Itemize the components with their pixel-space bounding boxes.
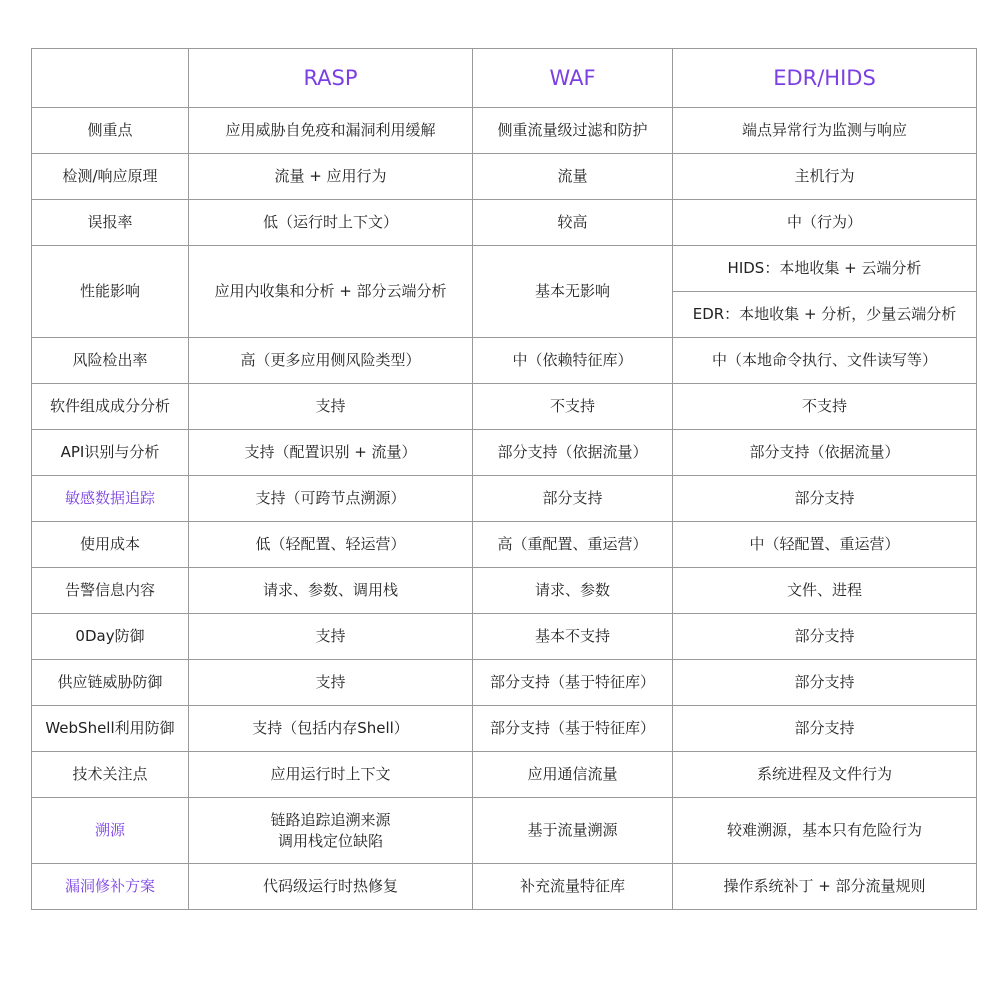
table-row — [32, 246, 977, 292]
row-label: 误报率 — [32, 200, 189, 246]
cell-rasp: 低（轻配置、轻运营） — [189, 522, 473, 568]
cell-edr: 中（本地命令执行、文件读写等） — [673, 338, 977, 384]
cell-waf: 基于流量溯源 — [473, 798, 673, 864]
cell-edr: 部分支持 — [673, 706, 977, 752]
cell-rasp: 应用内收集和分析 + 部分云端分析 — [189, 246, 473, 338]
cell-edr: 文件、进程 — [673, 568, 977, 614]
table-row — [32, 568, 977, 614]
cell-edr: 部分支持 — [673, 614, 977, 660]
table-row — [32, 430, 977, 476]
table-row — [32, 338, 977, 384]
row-label: 风险检出率 — [32, 338, 189, 384]
cell-waf: 中（依赖特征库） — [473, 338, 673, 384]
cell-rasp — [189, 798, 473, 864]
row-label: 软件组成成分分析 — [32, 384, 189, 430]
row-label: 溯源 — [32, 798, 189, 864]
cell-edr: 较难溯源，基本只有危险行为 — [673, 798, 977, 864]
row-label: 敏感数据追踪 — [32, 476, 189, 522]
comparison-table — [31, 48, 977, 910]
row-label: 供应链威胁防御 — [32, 660, 189, 706]
cell-waf: 流量 — [473, 154, 673, 200]
header-rasp: RASP — [189, 49, 473, 108]
row-label: 技术关注点 — [32, 752, 189, 798]
row-label: 性能影响 — [32, 246, 189, 338]
table-row — [32, 864, 977, 910]
cell-edr: 部分支持 — [673, 660, 977, 706]
cell-edr: 不支持 — [673, 384, 977, 430]
cell-waf: 应用通信流量 — [473, 752, 673, 798]
cell-waf: 较高 — [473, 200, 673, 246]
row-label: 0Day防御 — [32, 614, 189, 660]
cell-edr-edr-sub: EDR：本地收集 + 分析，少量云端分析 — [673, 292, 977, 338]
cell-rasp: 应用运行时上下文 — [189, 752, 473, 798]
cell-edr: 中（行为） — [673, 200, 977, 246]
cell-rasp: 低（运行时上下文） — [189, 200, 473, 246]
cell-rasp: 高（更多应用侧风险类型） — [189, 338, 473, 384]
cell-rasp: 应用威胁自免疫和漏洞利用缓解 — [189, 108, 473, 154]
cell-rasp: 支持 — [189, 614, 473, 660]
row-label: 漏洞修补方案 — [32, 864, 189, 910]
header-edr-hids: EDR/HIDS — [673, 49, 977, 108]
cell-edr: 端点异常行为监测与响应 — [673, 108, 977, 154]
cell-edr: 主机行为 — [673, 154, 977, 200]
cell-edr: 中（轻配置、重运营） — [673, 522, 977, 568]
row-label: 使用成本 — [32, 522, 189, 568]
row-label: 告警信息内容 — [32, 568, 189, 614]
table-row — [32, 706, 977, 752]
cell-rasp: 支持（可跨节点溯源） — [189, 476, 473, 522]
cell-waf: 不支持 — [473, 384, 673, 430]
row-label: 侧重点 — [32, 108, 189, 154]
cell-waf: 部分支持 — [473, 476, 673, 522]
header-corner-cell — [32, 49, 189, 108]
table-row — [32, 200, 977, 246]
table-row — [32, 798, 977, 864]
table-row — [32, 108, 977, 154]
cell-edr: 部分支持 — [673, 476, 977, 522]
table-row — [32, 752, 977, 798]
cell-edr: 系统进程及文件行为 — [673, 752, 977, 798]
cell-edr-hids-sub: HIDS：本地收集 + 云端分析 — [673, 246, 977, 292]
cell-rasp: 支持 — [189, 384, 473, 430]
table-row — [32, 384, 977, 430]
header-row — [32, 49, 977, 108]
cell-waf: 高（重配置、重运营） — [473, 522, 673, 568]
cell-rasp: 流量 + 应用行为 — [189, 154, 473, 200]
row-label: 检测/响应原理 — [32, 154, 189, 200]
cell-edr: 操作系统补丁 + 部分流量规则 — [673, 864, 977, 910]
table-row — [32, 154, 977, 200]
row-label: WebShell利用防御 — [32, 706, 189, 752]
cell-waf: 部分支持（基于特征库） — [473, 706, 673, 752]
table-row — [32, 614, 977, 660]
cell-rasp-line-1: 链路追踪追溯来源 — [270, 810, 391, 829]
cell-waf: 基本无影响 — [473, 246, 673, 338]
cell-rasp: 支持（配置识别 + 流量） — [189, 430, 473, 476]
table-row — [32, 660, 977, 706]
cell-edr: 部分支持（依据流量） — [673, 430, 977, 476]
table-row — [32, 476, 977, 522]
cell-rasp: 支持 — [189, 660, 473, 706]
cell-waf: 基本不支持 — [473, 614, 673, 660]
cell-waf: 侧重流量级过滤和防护 — [473, 108, 673, 154]
row-label: API识别与分析 — [32, 430, 189, 476]
cell-waf: 补充流量特征库 — [473, 864, 673, 910]
cell-waf: 请求、参数 — [473, 568, 673, 614]
cell-rasp-line-2: 调用栈定位缺陷 — [277, 831, 383, 850]
cell-rasp: 代码级运行时热修复 — [189, 864, 473, 910]
cell-rasp: 请求、参数、调用栈 — [189, 568, 473, 614]
table-row — [32, 522, 977, 568]
header-waf: WAF — [473, 49, 673, 108]
cell-waf: 部分支持（基于特征库） — [473, 660, 673, 706]
cell-waf: 部分支持（依据流量） — [473, 430, 673, 476]
cell-rasp: 支持（包括内存Shell） — [189, 706, 473, 752]
